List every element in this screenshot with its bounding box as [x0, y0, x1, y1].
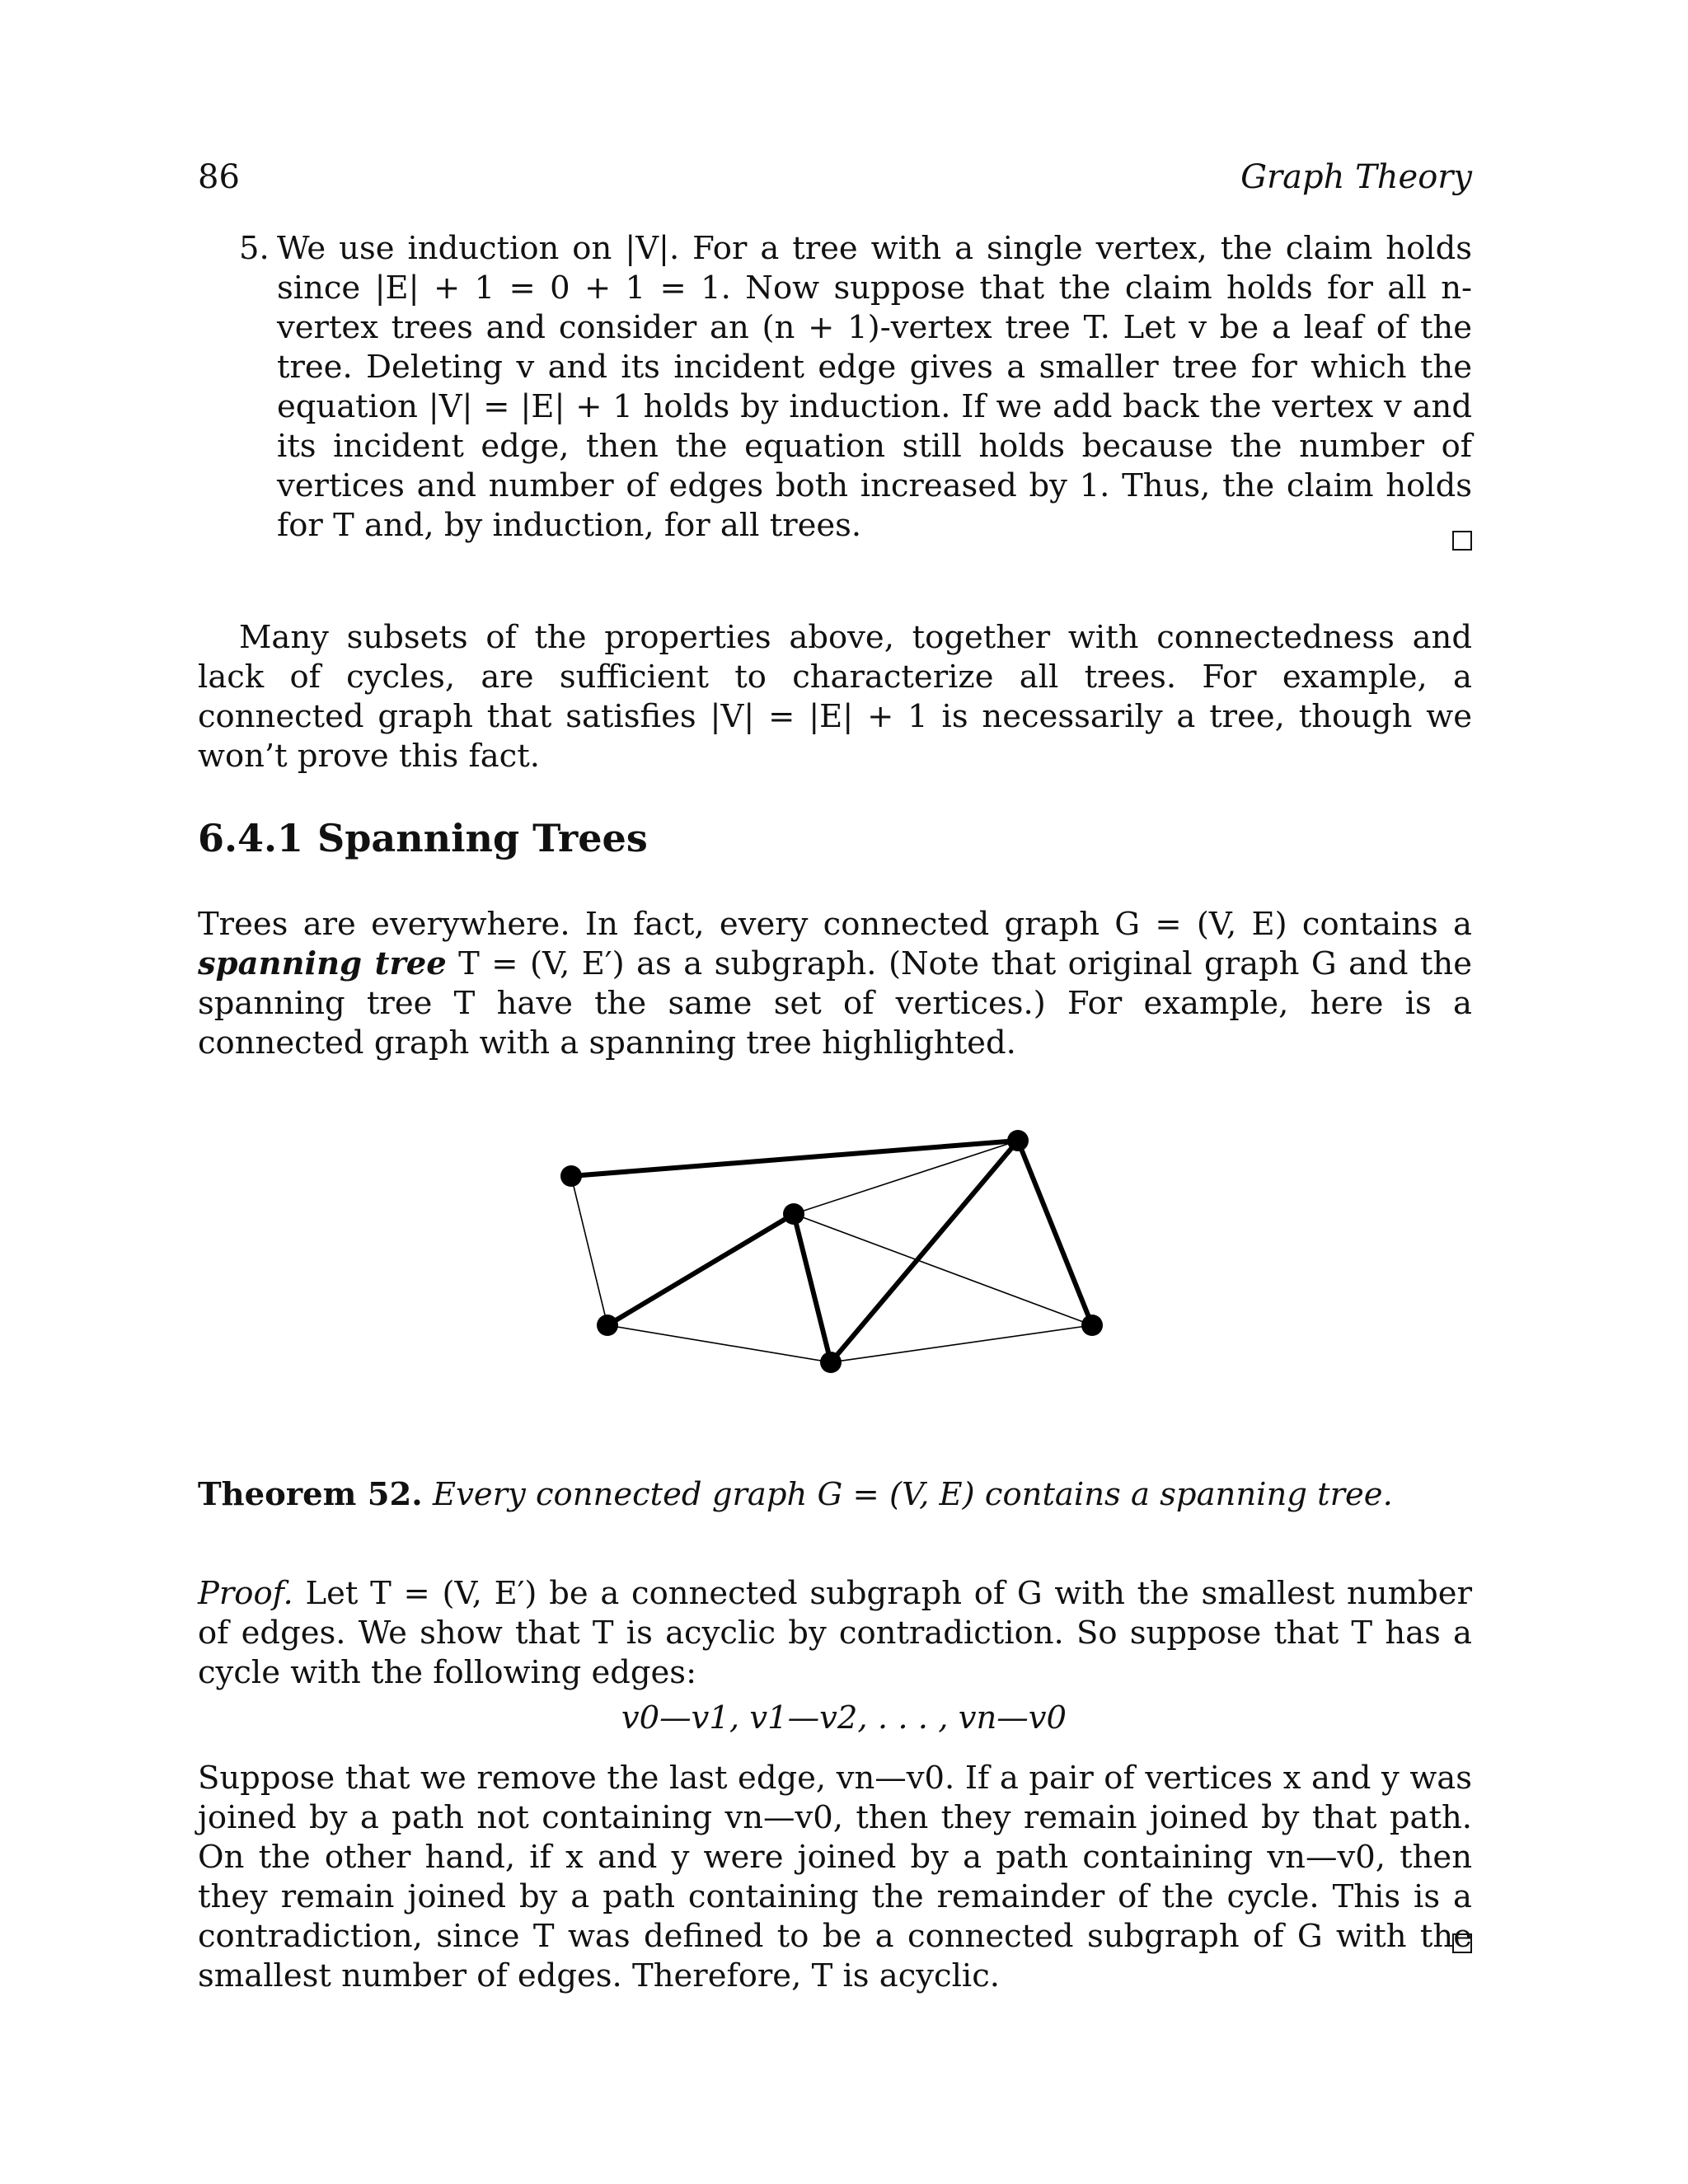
spanning-text-1: Trees are everywhere. In fact, every connected graph G = (V, E) contains a: [198, 906, 1472, 943]
proof-text: Let T = (V, E′) be a connected subgraph of G with the smallest number of edges. We show that T is acyclic by contradiction. So suppose that T has a cycle with the following edges:: [198, 1575, 1472, 1691]
proof-label: Proof.: [198, 1575, 293, 1612]
graph-vertex-b: [1007, 1130, 1029, 1151]
proof-paragraph: [198, 1574, 1472, 1693]
tree-edge-b-f: [1018, 1141, 1092, 1325]
running-title: Graph Theory: [1240, 158, 1472, 196]
item-number: 5.: [239, 230, 270, 267]
item-text: We use induction on |V|. For a tree with a single vertex, the claim holds since |E| + 1 = 0 + 1 = 1. Now suppose that the claim holds for all n-vertex trees and consider an (n + 1)-vertex tree T. Let v be a leaf of the tree. Deleting v and its incident edge gives a smaller tree for which the equation |V| = |E| + 1 holds by induction. If we add back the vertex v and its incident edge, then the equation still holds because the number of vertices and number of edges both increased by 1. Thus, the claim holds for T and, by induction, for all trees.: [277, 230, 1472, 544]
tree-edge-a-b: [571, 1141, 1018, 1176]
graph-vertex-e: [820, 1352, 842, 1373]
cycle-edges: v0—v1, v1—v2, . . . , vn—v0: [621, 1699, 1067, 1736]
proof-text-2: Suppose that we remove the last edge, vn—v0. If a pair of vertices x and y was joined by a path not containing vn—v0, then they remain joined by that path. On the other hand, if x and y were joined by a path containing vn—v0, then they remain joined by a path containing the remainder of the cycle. This is a contradiction, since T was defined to be a connected subgraph of G with the smallest number of edges. Therefore, T is acyclic.: [198, 1760, 1472, 1994]
tree-edge-e-b: [831, 1141, 1018, 1362]
theorem-label: Theorem 52.: [198, 1476, 423, 1513]
section-number: 6.4.1: [198, 816, 304, 860]
graph-edge-a-d: [571, 1176, 607, 1325]
graph-edge-d-e: [607, 1325, 831, 1362]
cycle-display: [0, 1699, 1688, 1736]
spanning-tree-term: spanning tree: [198, 945, 447, 982]
graph-vertex-d: [597, 1315, 618, 1336]
paragraph-subsets: Many subsets of the properties above, together with connectedness and lack of cycles, are sufficient to characterize all trees. For example, a connected graph that satisfies |V| = |E| + 1 is necessarily a tree, though we won’t prove this fact.: [198, 619, 1472, 775]
tree-edge-c-d: [607, 1214, 794, 1325]
tree-edge-c-e: [794, 1214, 831, 1362]
graph-vertex-f: [1081, 1315, 1103, 1336]
section-title: Spanning Trees: [317, 816, 648, 860]
graph-vertex-c: [783, 1203, 804, 1225]
page-number: 86: [198, 158, 240, 196]
spanning-text-2: T = (V, E′) as a subgraph. (Note that original graph G and the spanning tree T have the same set of vertices.) For example, here is a connected graph with a spanning tree highlighted.: [198, 945, 1472, 1062]
graph-vertex-a: [560, 1165, 582, 1187]
qed-box-proof: [1452, 1933, 1472, 1953]
graph-edge-e-f: [831, 1325, 1092, 1362]
theorem-52: [198, 1475, 1472, 1515]
theorem-statement: Every connected graph G = (V, E) contains a spanning tree.: [432, 1476, 1393, 1513]
proof-paragraph-2: [198, 1759, 1472, 1996]
